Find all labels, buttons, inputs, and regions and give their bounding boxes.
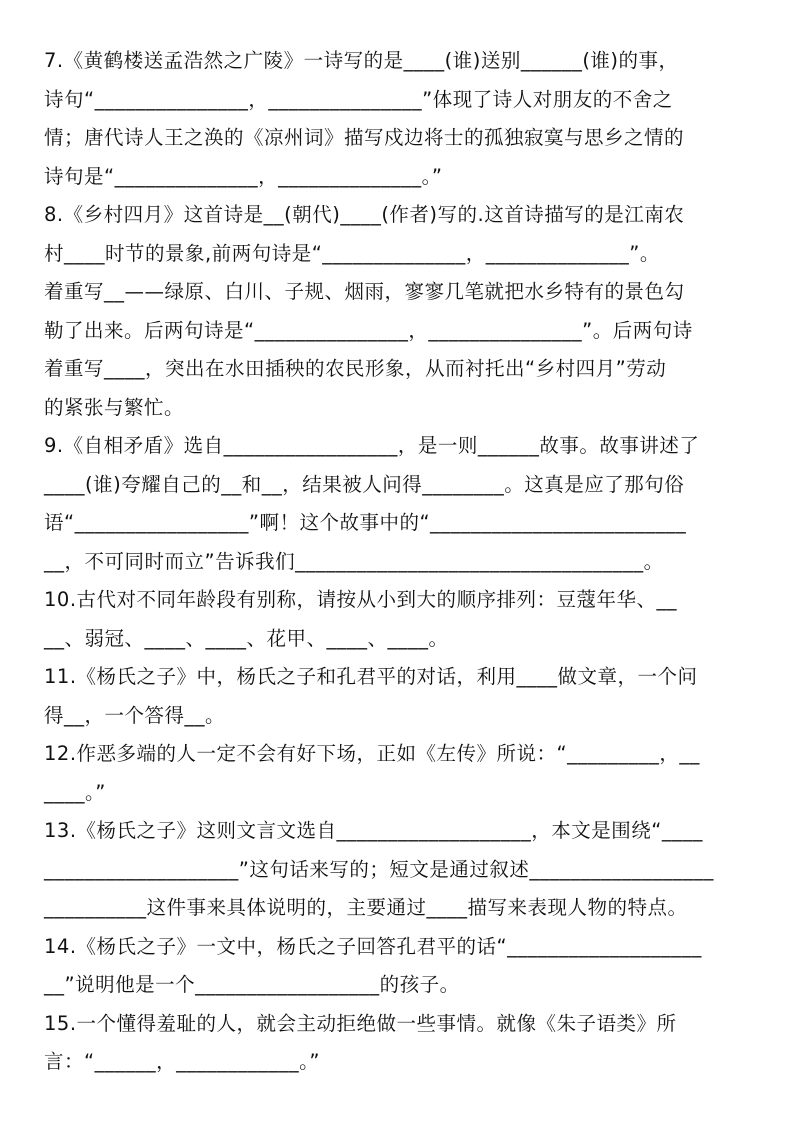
- question-line: __、弱冠、____、____、花甲、____、____。: [44, 626, 449, 650]
- question-line: 着重写__——绿原、白川、子规、烟雨，寥寥几笔就把水乡特有的景色勾: [44, 280, 685, 303]
- question-15: [44, 1005, 756, 1082]
- question-line: __，不可同时而立”告诉我们__________________________________。: [44, 549, 664, 573]
- question-line: 12.作恶多端的人一定不会有好下场，正如《左传》所说：“_________，__: [44, 742, 700, 765]
- question-line: 村____时节的景象,前两句诗是“______________，______________”。: [44, 241, 660, 265]
- question-12: [44, 735, 756, 812]
- question-line: 8.《乡村四月》这首诗是__(朝代)____(作者)写的.这首诗描写的是江南农: [44, 203, 685, 226]
- question-line: 9.《自相矛盾》选自_________________，是一则______故事。故事讲述了: [44, 434, 700, 457]
- question-line: ____(谁)夸耀自己的__和__，结果被人问得________。这真是应了那句俗: [44, 472, 685, 496]
- question-line: 15.一个懂得羞耻的人，就会主动拒绝做一些事情。就像《朱子语类》所: [44, 1011, 677, 1035]
- question-line: 诗句“_______________，_______________”体现了诗人对朋友的不舍之: [44, 87, 673, 111]
- question-line: 10.古代对不同年龄段有别称，请按从小到大的顺序排列：豆蔻年华、__: [44, 588, 678, 611]
- question-line: 言：“______，____________。”: [44, 1050, 320, 1073]
- question-8: [44, 196, 756, 427]
- question-10: [44, 581, 756, 658]
- question-line: 勒了出来。后两句诗是“_______________，_______________”。后两句诗: [44, 318, 693, 342]
- worksheet-page: [44, 42, 756, 1082]
- question-14: [44, 928, 756, 1005]
- question-line: 7.《黄鹤楼送孟浩然之广陵》一诗写的是____(谁)送别______(谁)的事，: [44, 49, 679, 72]
- question-line: __________这件事来具体说明的，主要通过____描写来表现人物的特点。: [44, 896, 688, 919]
- question-line: 的紧张与繁忙。: [44, 395, 185, 419]
- question-7: [44, 42, 756, 196]
- question-line: ____。”: [44, 780, 106, 804]
- question-line: 着重写____，突出在水田插秧的农民形象，从而衬托出“乡村四月”劳动: [44, 357, 667, 380]
- question-line: 诗句是“______________，______________。”: [44, 164, 443, 188]
- question-line: 得__，一个答得__。: [44, 703, 226, 727]
- question-line: 11.《杨氏之子》中，杨氏之子和孔君平的对话，利用____做文章，一个问: [44, 665, 698, 688]
- question-line: 13.《杨氏之子》这则文言文选自___________________，本文是围绕“____: [44, 819, 703, 842]
- question-line: 情；唐代诗人王之涣的《凉州词》描写戍边将士的孤独寂寞与思乡之情的: [44, 126, 685, 149]
- question-line: __”说明他是一个__________________的孩子。: [44, 973, 460, 996]
- question-line: 语“_________________”啊！这个故事中的“_________________________: [44, 511, 687, 534]
- question-13: [44, 812, 756, 928]
- question-9: [44, 427, 756, 581]
- question-line: ___________________”这句话来写的；短文是通过叙述__________________: [44, 857, 714, 881]
- question-11: [44, 658, 756, 735]
- question-line: 14.《杨氏之子》一文中，杨氏之子回答孔君平的话“___________________: [44, 934, 702, 958]
